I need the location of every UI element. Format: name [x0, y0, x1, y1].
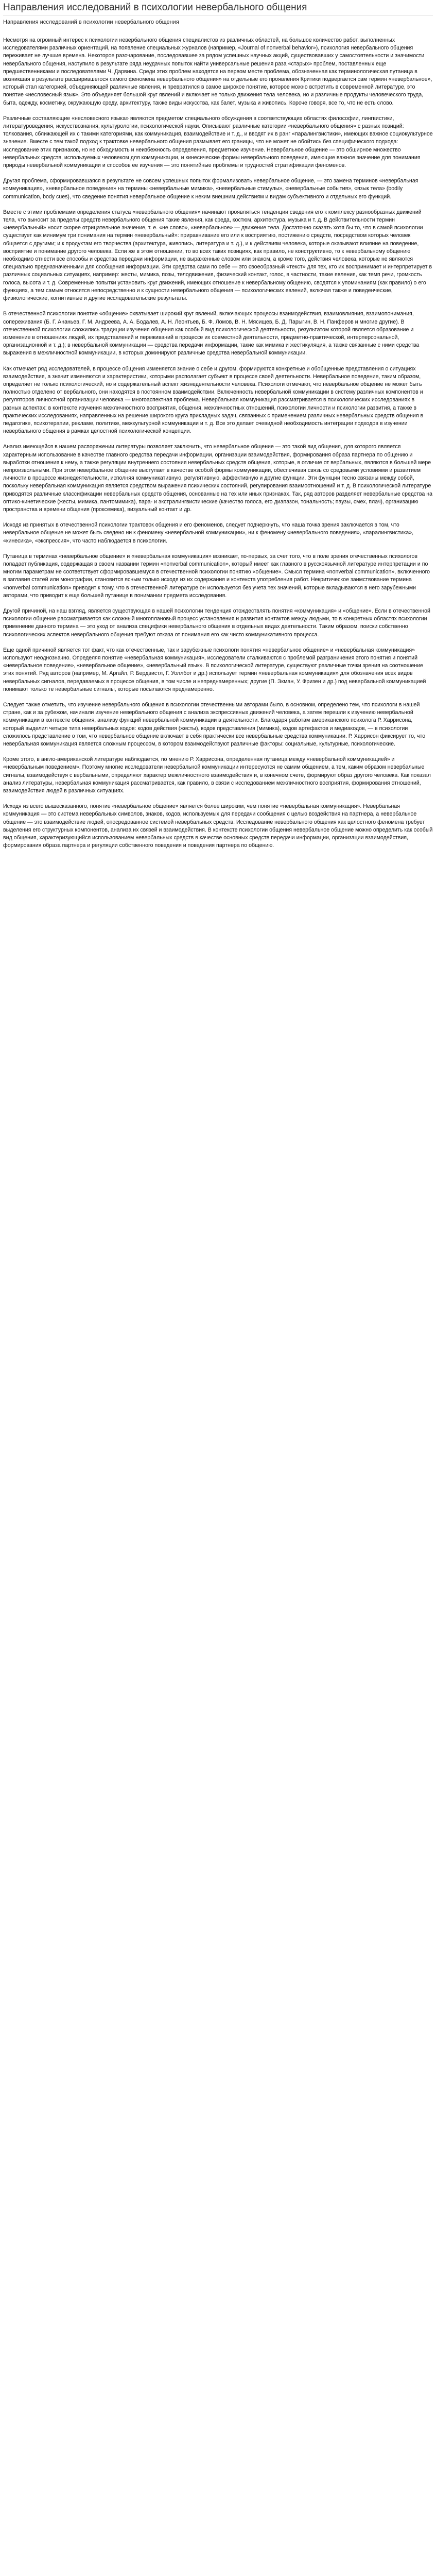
article-paragraph: Исходя из всего вышесказанного, понятие «невербальное общение» является более широким, чем понятие «невербальная коммуникация». Невербальная коммуникация — это система невербальных символов, знаков, кодов, используемых для передачи сообщения с целью воздействия на партнера, а невербальное общение — это взаимодействие людей, опосредованное системой невербальных средств. Исследование невербального общения как целостного феномена требует выделения его структурных компонентов, анализа их связей и взаимодействия. В контексте психологии общения невербальное общение можно определить как особый вид общения, характеризующийся использованием невербальных средств в качестве основных средств передачи информации, организации взаимодействия, формирования образа партнера и регуляции собственного поведения и поведения партнера по общению. [3, 803, 433, 849]
article-paragraph: Как отмечает ряд исследователей, в процессе общения изменяется знание о себе и другом, формируются конкретные и обобщенные представления о ситуациях взаимодействия, а значит изменяются и характеристики, которыми располагает субъект в процессе своей деятельности. Невербальное поведение, таким образом, определяет не только психологический, но и содержательный аспект жизнедеятельности человека. Психологи отмечают, что невербальное общение не может быть полностью отделено от вербального, они находятся в постоянном взаимодействии. Включенность невербальной коммуникации в систему различных компонентов и регуляторов личностной организации человека — многоаспектная проблема. Невербальная коммуникация рассматривается в психологических исследованиях в разных аспектах: в контексте изучения межличностного восприятия, общения, межличностных отношений, психологии личности и психологии развития, а также в практических исследованиях, направленных на решение широкого круга прикладных задач, связанных с применением различных невербальных средств общения в педагогике, психотерапии, рекламе, политике, межкультурной коммуникации и т. д. Все это делает очевидной необходимость интеграции подходов в изучении невербального общения в рамках целостной психологической концепции. [3, 365, 424, 435]
document [0, 0, 436, 850]
article-paragraph: Еще одной причиной является тот факт, что как отечественные, так и зарубежные психологи понятия «невербальное общение» и «невербальная коммуникация» используют неоднозначно. Определяя понятие «невербальная коммуникация», исследователи сталкиваются с проблемой разграничения этого понятия и понятий «невербальное поведение», «невербальное общение», «невербальный язык». В психологической литературе, существуют различные точки зрения на соотношение этих понятий. Ряд авторов (например, М. Аргайл, Р. Бердвистл, Г. Уоллбот и др.) использует термин «невербальная коммуникация» для обозначения всех видов невербальных сигналов, передаваемых в процессе общения, в том числе и непреднамеренных; другие (П. Экман, У. Фризен и др.) под невербальной коммуникацией понимают только те невербальные сигналы, которые посылаются преднамеренно. [3, 647, 426, 692]
article-paragraph: Другая проблема, сформировавшаяся в результате не совсем успешных попыток формализовать невербальное общение, — это замена терминов «невербальная коммуникация», «невербальное поведение» на термины «невербальные мимика», «невербальные стимулы», «невербальные события», «язык тела» (bodily communication, body cues), что сведение понятия невербальное общение к неким внешним действиям и видам субъективного и отдельных его функций. [3, 178, 418, 200]
article-body [3, 37, 433, 850]
article-paragraph: Вместе с этими проблемами определения статуса «невербального общения» начинают проявляться тенденции сведения его к комплексу разнообразных движений тела, что выносит за пределы средств невербального общения такие явления, как среда, костюм, архитектура, музыка и т. д. В действительности термин «невербальный» носит скорее отрицательное значение, т. е. «не слово», «невербальное» — движение тела. Достаточно сказать хотя бы то, что в самой психологии существует как минимум три понимания на термин «невербальный»: приравнивание его или к восприятию, постижению средств, посредством которых человек общается с другими; и к продуктам его творчества (архитектура, живопись, литература и т. д.), и к действиям человека, которые оказывают влияние на поведение, восприятие и понимание другого человека. Если же в этом отношении, то во всех таких позициях, как правило, не конструктивно, то к невербальному общению необходимо отнести все способы и средства передачи информации, не выраженные словом или знаком, а кроме того, действия человека, которые не являются специально предназначенными для сообщения информации. Эти средства сами по себе — это своеобразный «текст» для тех, кто их воспринимает и интерпретирует в различных социальных ситуациях, например: жесты, мимика, позы, телодвижения, физический контакт, голос, в частности, такие явления, как темп речи, громкость голоса, высота и т. д. Современные попытки установить круг движений, имеющих отношение к невербальному общению, сводятся к упоминаниям (как правило) о его функциях, а тем самым относятся непосредственно и к сущности невербального общения — психологических явлений, включая также и поведенческие, физиологические, когнитивные и другие исследовательские результаты. [3, 209, 432, 302]
article-paragraph: Различные составляющие «несловесного языка» являются предметом специального обсуждения в соответствующих областях философии, лингвистики, литературоведения, искусствознания, культурологии, психологической науки. Описывают различные категории «невербального общения» с разных позиций: толкования, сближающей их с такими категориями, как коммуникация, взаимодействие и т. д., и вводят их в ранг «паралингвистики», имеющих важное социокультурное значение. Вместе с тем такой подход к трактовке невербального общения размывает его границы, что не может не обойтись без специфического подхода: исследование этих признаков, но не обходимость и неизбежность определения, предметное изучение. Невербальное общение — это обширное множество невербальных средств, используемых человеком для коммуникации, и кинесические формы невербального поведения, имеющие важное значение для понимания природы невербальной коммуникации и способов ее изучения — это понятийные проблемы и трудностей стратификации феноменов. [3, 115, 433, 169]
article-paragraph: Несмотря на огромный интерес к психологии невербального общения специалистов из различных областей, на большое количество работ, выполненных исследователями различных ориентаций, на появление специальных журналов (например, «Journal of nonverbal behavior»), психология невербального общения переживает не лучшие времена. Некоторое разочарование, последовавшее за рядом успешных научных акций, существовавших у самостоятельности и значимости невербального общения, наступило в результате ряда неудачных попыток найти универсальные решения раза «старых» проблем, поставленных еще предшественниками и последователями Ч. Дарвина. Среди этих проблем находятся на первом месте проблема, обозначенная как терминологическая путаница в возникшая в результате расширившегося самого феномена невербального общения» на отдельные его проявления Критики подвергается сам термин «невербальное», который стал категорией, объединяющей различные явления, и превратился в самое широкое понятие, которое можно встретить в современной литературе, это понятие «несловесный язык». Это объединяет большой круг явлений и включает не только движения тела человека, но и различные продукты человеческого труда, быта, одежду, косметику, окружающую среду, архитектуру, также виды искусства, как балет, музыка и живопись. Короче говоря, все то, что не есть слово. [3, 37, 432, 106]
article-paragraph: Следует также отметить, что изучение невербального общения в психологии отечественными авторами было, в основном, определено тем, что психологи в нашей стране, как и за рубежом, начинали изучение невербального общения с анализа экспрессивных движений человека, а затем перешли к изучению невербальной коммуникации в контексте общения, анализу функций невербальной коммуникации в деятельности. Благодаря работам американского психолога Р. Харрисона, который выделил четыре типа невербальных кодов: кодов действия (жесты), кодов представления (мимика), кодов артефактов и медиакодов, — в психологии сложилось представление о том, что невербальное общение включает в себя практически все невербальные средства коммуникации. Р. Харрисон фиксирует то, что невербальная коммуникация является сложным процессом, в котором взаимодействуют различные факторы: социальные, культурные, психологические. [3, 702, 426, 748]
page-subtitle: Направления исследований в психологии невербального общения [3, 19, 179, 25]
article-paragraph: Кроме этого, в англо-американской литературе наблюдается, по мнению Р. Харрисона, определенная путаница между «невербальной коммуникацией» и «невербальным поведением». Поэтому многие исследователи невербальной коммуникации интересуются не самим общением, а тем, каким образом невербальные сигналы, взаимодействуя с вербальными, определяют характер межличностного взаимодействия и, в конечном счете, формируют образ другого человека. Как показал анализ литературы, невербальная коммуникация рассматривается, как правило, в связи с исследованием межличностного восприятия, формирования отношений, взаимодействия людей в различных ситуациях. [3, 756, 431, 794]
page-title: Направления исследований в психологии невербального общения [3, 2, 433, 15]
article-paragraph: Исходя из принятых в отечественной психологии трактовок общения и его феноменов, следует подчеркнуть, что наша точка зрения заключается в том, что невербальное общение не может быть сведено ни к феномену «невербальной коммуникации», ни к феномену «невербального поведения», «паралингвистика», «кинесика», «экспрессия», что часто наблюдается в психологии. [3, 522, 414, 544]
article-paragraph: Другой причиной, на наш взгляд, является существующая в нашей психологии тенденция отождествлять понятия «коммуникация» и «общение». Если в отечественной психологии общение рассматривается как сложный многоплановый процесс установления и развития контактов между людьми, то в конкретных областях психологии применение данного термина — это уход от анализа специфики невербального общения в отдельных видах деятельности. Таким образом, поиски собственно психологических аспектов невербального общения требуют отказа от понимания его как чисто коммуникативного процесса. [3, 608, 430, 638]
article-paragraph: Путаница в терминах «невербальное общение» и «невербальная коммуникация» возникает, по-первых, за счет того, что в поле зрения отечественных психологов попадает публикация, содержащая в своем названии термин «nonverbal communication», который имеет как главного в русскоязычной литературе интерпретации и по многим параметрам не соответствует сформировавшемуся в отечественной психологии понятию «общение». Смысл термина «nonverbal communication», включенного в заглавия статей или монографии, становится ясным только исходя из их содержания и контекста употребления работ. Некритическое заимствование термина «nonverbal communication» приводит к тому, что в отечественной литературе он используется без учета тех значений, которые вкладываются в него зарубежными авторами, что приводит к еще большей путанице в понимании предмета исследования. [3, 553, 430, 599]
article-paragraph: Анализ имеющейся в нашем распоряжении литературы позволяет заключить, что невербальное общение — это такой вид общения, для которого является характерным использование в качестве главного средства передачи информации, организации взаимодействия, формирования образа партнера по общению и выработки отношения к нему, а также регуляции внутреннего состояния невербальных средств общения, которые, в отличие от вербальных, являются в большей мере непроизвольными. При этом невербальное общение выступает в качестве особой формы коммуникации, обеспечивая связь со средовыми условиями и развитием личности в процессе жизнедеятельности, исполняя коммуникативную, регулятивную, аффективную и другие функции. Эти функции тесно связаны между собой, поскольку невербальная коммуникация является средством выражения психических состояний, регулирования взаимоотношений и т. д. В психологической литературе приводятся различные классификации невербальных средств общения, основанные на тех или иных признаках. Так, ряд авторов разделяет невербальные средства на оптико-кинетические (жесты, мимика, пантомимика), пара- и экстралингвистические (качество голоса, его диапазон, тональность; паузы, смех, плач), организацию пространства и времени общения (проксемика), визуальный контакт и др. [3, 444, 433, 513]
article-paragraph: В отечественной психологии понятие «общение» охватывает широкий круг явлений, включающих процессы взаимодействия, взаимовлияния, взаимопонимания, сопереживания (Б. Г. Ананьев, Г. М. Андреева, А. А. Бодалев, А. Н. Леонтьев, Б. Ф. Ломов, В. Н. Мясищев, Б. Д. Парыгин, В. Н. Панферов и многие другие). В отечественной психологии сложились традиции изучения общения как особый вид психологической деятельности, результатом которой является образование и изменение в отношениях людей, их представлений и переживаний в процессе их совместной деятельности, предметно-практической, интерперсональной, организационной и т. д.); в невербальной коммуникации — средства передачи информации, такие как мимика и жестикуляция, а также связанные с ними средства выражения в межличностной коммуникации, в которых доминируют различные средства невербальной коммуникации. [3, 311, 420, 357]
